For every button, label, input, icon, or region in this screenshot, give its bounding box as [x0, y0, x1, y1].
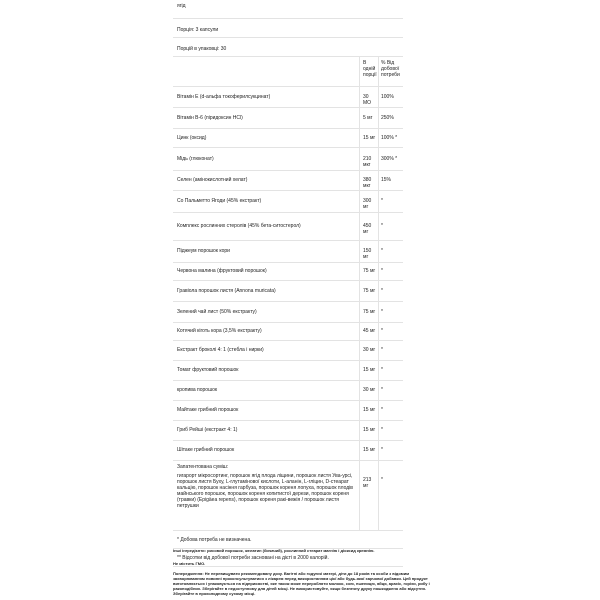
warning-text: Попередження: Не перевищувати рекомендовану дозу. Вагітні або годуючі матері, діти до 18 років та особи з відомим захворюванням повинні проконсультуватися з лікарем перед використанням цієї або будь-якої харчової добавки. Цей продукт виготовляється і упаковується на підприємстві, яке також може переробляти молоко, сою, пшеницю, яйця, арахіс, горіхи, рибу і ракоподібних. Зберігайте в недоступному для дітей місці. Не використовуйте, якщо безпечну друку пошкоджено або відсутня. Зберігайте в прохолодному сухому місці.: [173, 571, 430, 596]
nutrient-dv: *: [381, 198, 383, 204]
nutrient-name: Комплекс рослинних стеролів (45% бета-ситостерол): [177, 223, 301, 229]
nutrient-dv: 15%: [381, 177, 392, 183]
nutrient-amount: 15 мг: [363, 407, 376, 413]
nutrient-dv: *: [381, 223, 383, 229]
nutrient-row: [173, 87, 403, 108]
nutrient-amount: 15 мг: [363, 135, 376, 141]
nutrient-row: [173, 129, 403, 148]
nutrient-row: [173, 148, 403, 171]
dv-header: % Від добової потреби: [381, 60, 400, 78]
nutrient-dv: *: [381, 248, 383, 254]
amount-header: В одній порції: [363, 60, 377, 78]
nutrient-amount: 30 мг: [363, 387, 376, 393]
nutrient-row: [173, 361, 403, 381]
note-row-1: [173, 531, 403, 549]
nutrient-name: Шітаке грибний порошок: [177, 447, 235, 453]
nutrient-row: [173, 381, 403, 401]
supplement-facts-table: [173, 0, 403, 567]
nutrient-name: Со Пальметто Ягоди (45% екстракт): [177, 198, 262, 204]
nutrient-dv: *: [381, 328, 383, 334]
nutrient-name: Гравіола порошок листя (Annona muricata): [177, 288, 276, 294]
servings-per-pack: Порцій в упаковці: 30: [177, 46, 227, 52]
nutrient-row: [173, 281, 403, 302]
blend-text: гигарорт мікросортинг, порошок ягід плода ліщини, порошок листя Ува-урсі, порошок листя Буху, L-глутамінової кислоти, L-аланін, L-гліцин, D-стеарат кальцію, порошок насіння гарбуза, порошок кореня лопуха, порошок плодів майнського порошок, порошок кореня копитистої дерези, порошок кореня (травки) (Epigäea repens), порошок кореня ракі-вежія / порошок листя петрушки: [177, 473, 353, 509]
nutrient-name: Червона малина (фруктовий порошок): [177, 268, 267, 274]
nutrient-row: [173, 323, 403, 341]
nutrient-row: [173, 241, 403, 263]
nutrient-row: [173, 341, 403, 361]
nutrient-dv: 100%: [381, 94, 394, 100]
nutrient-amount: 75 мг: [363, 309, 376, 315]
nutrient-name: Вітамін Е (d-альфа токоферилсукцинат): [177, 94, 271, 100]
nutrient-name: Котячий кіготь кора (3,5% екстракту): [177, 328, 262, 334]
nutrient-row: [173, 302, 403, 323]
nutrient-amount: 30 мг: [363, 347, 376, 353]
serving-size: Порція: 3 капсули: [177, 27, 219, 33]
nutrient-row: [173, 263, 403, 281]
nutrient-name: Цинк (оксид): [177, 135, 207, 141]
serving-row: [173, 19, 403, 38]
nutrient-dv: *: [381, 367, 383, 373]
note-dv-undefined: * Добова потреба не визначена.: [177, 537, 252, 543]
nutrient-amount: 15 мг: [363, 427, 376, 433]
nutrient-row: [173, 401, 403, 421]
nutrient-name: Майтаке грибний порошок: [177, 407, 239, 413]
top-fragment: ягід: [177, 3, 186, 9]
nutrient-dv: *: [381, 268, 383, 274]
nutrient-amount: 150 мг: [363, 248, 372, 260]
note-dv-basis: ** Відсотки від добової потреби засновані на дієті в 2000 калорій.: [177, 555, 329, 561]
nutrient-name: Томат фруктовий порошок: [177, 367, 239, 373]
nutrient-name: Вітамін В-6 (піридоксин HCl): [177, 115, 243, 121]
nutrient-row: [173, 421, 403, 441]
nutrient-name: Мідь (глюконат): [177, 156, 214, 162]
blend-title: Запатентована суміш:: [177, 464, 229, 470]
nutrient-dv: *: [381, 407, 383, 413]
nutrient-amount: 45 мг: [363, 328, 376, 334]
nutrient-amount: 15 мг: [363, 367, 376, 373]
nutrient-amount: 5 мг: [363, 115, 373, 121]
nutrient-dv: *: [381, 387, 383, 393]
nutrient-dv: *: [381, 288, 383, 294]
nutrient-amount: 15 мг: [363, 447, 376, 453]
nutrient-dv: 100% *: [381, 135, 398, 141]
nutrient-name: Зелений чай лист (50% екстракту): [177, 309, 257, 315]
per-pack-row: [173, 38, 403, 57]
nutrient-dv: *: [381, 347, 383, 353]
nutrient-row: [173, 441, 403, 461]
blend-row: [173, 461, 403, 531]
nutrient-dv: *: [381, 447, 383, 453]
nutrient-name: кропива порошок: [177, 387, 218, 393]
nutrient-amount: 30 МО: [363, 94, 372, 106]
nutrient-name: Піджеум порошок кори: [177, 248, 230, 254]
nutrient-row: [173, 191, 403, 213]
nutrient-row: [173, 108, 403, 129]
nutrient-dv: *: [381, 427, 383, 433]
blend-dv: *: [381, 477, 383, 483]
nutrient-row: [173, 213, 403, 241]
nutrient-name: Гриб Рейші (екстракт 4: 1): [177, 427, 238, 433]
other-ingredients: Інші інгредієнти: рисовий порошок, желатин (бичачий), рослинний стеарат магнію і діоксид кремнію.: [173, 548, 375, 553]
nutrient-amount: 380 мкг: [363, 177, 372, 189]
blend-amount: 213 мг: [363, 477, 372, 489]
nutrient-name: Селен (амінокислотний хелат): [177, 177, 248, 183]
nutrient-dv: 300% *: [381, 156, 398, 162]
nutrient-name: Екстракт броколі 4: 1 (стебла і нирки): [177, 347, 264, 353]
nutrient-amount: 75 мг: [363, 268, 376, 274]
non-gmo: Не містить ГМО.: [173, 561, 206, 566]
top-fragment-row: [173, 0, 403, 19]
nutrient-amount: 300 мг: [363, 198, 372, 210]
nutrient-amount: 75 мг: [363, 288, 376, 294]
nutrient-amount: 450 мг: [363, 223, 372, 235]
nutrient-dv: *: [381, 309, 383, 315]
nutrient-rows: [173, 87, 403, 461]
nutrient-row: [173, 171, 403, 191]
nutrient-amount: 210 мкг: [363, 156, 372, 168]
nutrient-dv: 250%: [381, 115, 394, 121]
header-row: [173, 57, 403, 87]
